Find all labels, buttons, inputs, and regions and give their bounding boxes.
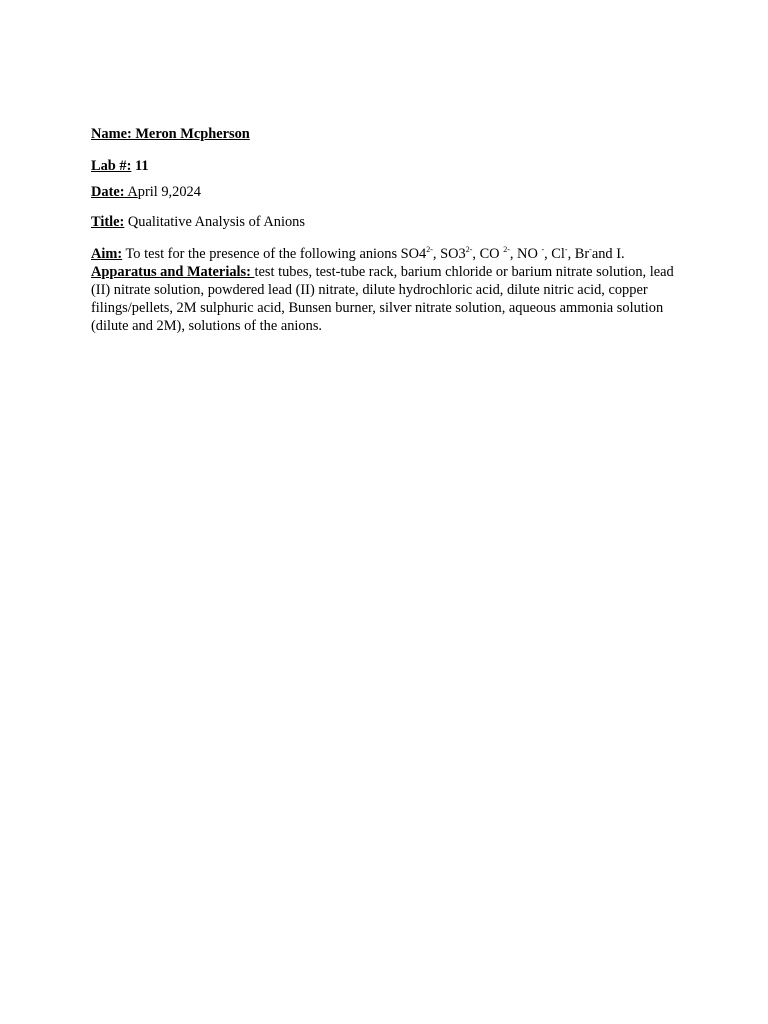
- apparatus-paragraph: [91, 263, 681, 335]
- no-charge: -: [541, 245, 545, 254]
- apparatus-label: Apparatus and Materials:: [91, 264, 255, 280]
- aim-sep-5: , Br: [567, 246, 590, 262]
- date-value-underlined: A: [124, 184, 138, 200]
- so3-charge: 2-: [465, 245, 473, 254]
- aim-text-end: and I.: [591, 246, 625, 262]
- lab-line: [91, 158, 691, 175]
- title-value: Qualitative Analysis of Anions: [124, 214, 305, 230]
- aim-sep-4: , Cl: [544, 246, 565, 262]
- aim-text-start: To test for the presence of the following anions SO4: [122, 246, 427, 262]
- aim-sep-1: , SO3: [432, 246, 466, 262]
- co-charge: 2-: [503, 245, 510, 254]
- name-line: [91, 126, 691, 143]
- aim-sep-2: , CO: [472, 246, 504, 262]
- title-line: [91, 214, 691, 231]
- br-charge: -: [589, 245, 592, 254]
- so4-charge: 2-: [426, 245, 433, 254]
- date-value: pril 9,2024: [137, 184, 201, 200]
- date-label: Date:: [91, 184, 125, 200]
- cl-charge: -: [564, 245, 568, 254]
- lab-label: Lab #:: [91, 158, 132, 174]
- apparatus-text: test tubes, test-tube rack, barium chloride or barium nitrate solution, lead (II) nitrate solution, powdered lead (II) nitrate, dilute hydrochloric acid, dilute nitric acid, copper filings/pellets, 2M sulphuric acid, Bunsen burner, silver nitrate solution, aqueous ammonia solution (dilute and 2M), solutions of the anions.: [91, 264, 674, 334]
- name-label: Name: Meron Mcpherson: [91, 126, 250, 142]
- aim-sep-3: , NO: [509, 246, 542, 262]
- aim-label: Aim:: [91, 246, 123, 262]
- document-body: [91, 126, 691, 335]
- aim-line: [91, 246, 691, 263]
- date-line: [91, 184, 691, 201]
- title-label: Title:: [91, 214, 125, 230]
- lab-value: 11: [131, 158, 149, 174]
